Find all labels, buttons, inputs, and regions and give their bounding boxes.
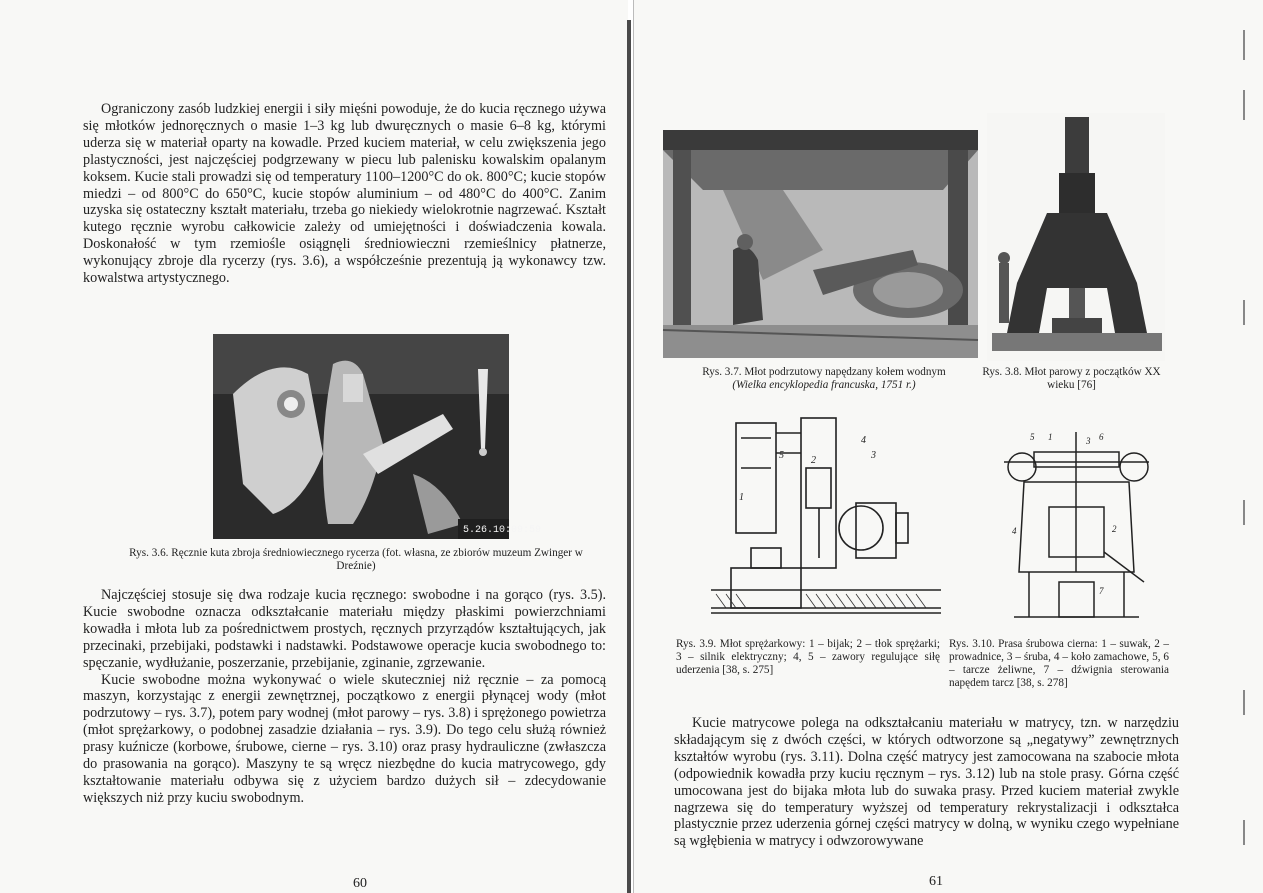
left-paragraph-2: Najczęściej stosuje się dwa rodzaje kucia ręcznego: swobodne i na gorąco (rys. 3.5). Kucie swobodne oznacza odkształcanie materiału między płaskimi powierzchniami kowadła i młota lub za pośrednictwem prostych, ręcznych przyrządów kształtujących, jak przecinaki, przebijaki, podstawki i nadstawki. Podstawowe operacje kucia swobodnego to: spęczanie, wydłużanie, poszerzanie, przebijanie, zginanie, zgrzewanie. <box>83 587 606 671</box>
fig39-label-2: 2 <box>811 455 816 466</box>
right-page-number: 61 <box>929 874 943 889</box>
fig39-caption: Rys. 3.9. Młot sprężarkowy: 1 – bijak; 2 – tłok sprężarki; 3 – silnik elektryczny; 4, 5 – zawory regulujące siłę uderzenia [38, s. 275] <box>676 638 940 676</box>
air-hammer-schematic <box>711 408 941 630</box>
fig37-caption-line1: Rys. 3.7. Młot podrzutowy napędzany kołem wodnym <box>702 366 946 378</box>
left-paragraph-3: Kucie swobodne można wykonywać o wiele skuteczniej niż ręcznie – za pomocą maszyn, korzystając z energii zewnętrznej, początkowo z energii płynącej wody (młot podrzutowy – rys. 3.7), potem pary wodnej (młot parowy – rys. 3.8) i sprężonego powietrza (młot sprężarkowy, o podobnej zasadzie działania – rys. 3.9). Do tego celu służą również prasy kuźnicze (korbowe, śrubowe, cierne – rys. 3.10) oraz prasy hydrauliczne (zwłaszcza do prasowania na gorąco). Maszyny te są wręcz niezbędne do kucia matrycowego, gdy kształtowanie materiału odbywa się z użyciem bardzo dużych sił – zdecydowanie większych niż przy kuciu swobodnym. <box>83 671 606 806</box>
page-edge-mark <box>1243 30 1245 60</box>
screw-press-schematic <box>994 422 1159 627</box>
right-paragraph-1-block <box>674 715 1179 850</box>
right-page <box>634 0 1263 893</box>
air-hammer-diagram <box>711 408 941 630</box>
page-edge-mark <box>1243 820 1245 845</box>
fig310-label-1: 1 <box>1048 432 1053 442</box>
fig37-caption <box>674 366 974 392</box>
fig310-label-7: 7 <box>1099 586 1104 596</box>
fig39-label-3: 3 <box>871 450 876 461</box>
photo-timestamp: 5.26.10:09:59 <box>463 525 542 536</box>
fig310-label-5: 5 <box>1030 432 1035 442</box>
water-hammer-engraving <box>663 130 978 358</box>
fig39-label-4: 4 <box>861 435 866 446</box>
fig310-label-2: 2 <box>1112 524 1117 534</box>
left-paragraph-2-block <box>83 587 606 807</box>
fig39-label-1: 1 <box>739 492 744 503</box>
fig38-caption: Rys. 3.8. Młot parowy z początków XX wieku [76] <box>982 366 1161 391</box>
page-edge-mark <box>1243 500 1245 525</box>
page-edge-mark <box>1243 690 1245 715</box>
knight-armor-illustration <box>213 334 542 539</box>
left-paragraph-1-block <box>83 101 606 287</box>
water-hammer-illustration <box>663 130 978 358</box>
page-edge-mark <box>1243 90 1245 120</box>
fig39-label-5: 5 <box>779 450 784 461</box>
left-page-number: 60 <box>353 876 367 891</box>
fig310-caption: Rys. 3.10. Prasa śrubowa cierna: 1 – suwak, 2 – prowadnice, 3 – śruba, 4 – koło zamachowe, 5, 6 – tarcze żeliwne, 7 – dźwignia sterowania napędem tarcz [38, s. 278] <box>949 638 1169 689</box>
page-edge-mark <box>1243 300 1245 325</box>
fig310-label-3: 3 <box>1086 436 1091 446</box>
fig310-label-4: 4 <box>1012 526 1017 536</box>
steam-hammer-engraving <box>987 113 1165 361</box>
steam-hammer-illustration <box>987 113 1165 361</box>
armor-photo <box>213 334 542 539</box>
left-paragraph-1: Ograniczony zasób ludzkiej energii i siły mięśni powoduje, że do kucia ręcznego używa się młotków jednoręcznych o masie 1–3 kg lub dwuręcznych o masie 6–8 kg, którymi uderza się w materiał oparty na kowadle. Przed kuciem materiał, w celu zwiększenia jego plastyczności, jest najczęściej podgrzewany w piecu lub palenisku kowalskim opalanym koksem. Kucie stali prowadzi się od temperatury 1100–1200°C do ok. 800°C; kucie stopów miedzi – od 800°C do 650°C, kucie stopów aluminium – od 480°C do 400°C. Zanim uzyska się ostateczny kształt materiału, trzeba go niekiedy wielokrotnie nagrzewać. Kształt kutego ręcznie wyrobu całkowicie zależy od umiejętności i doświadczenia kowala. Doskonałość w tym rzemiośle osiągnęli średniowieczni rzemieślnicy płatnerze, wykonujący zbroje dla rycerzy (rys. 3.6), a współcześnie prezentują ją wykonawcy tzw. kowalstwa artystycznego. <box>83 101 606 287</box>
screw-press-diagram <box>994 422 1159 627</box>
fig36-caption: Rys. 3.6. Ręcznie kuta zbroja średniowiecznego rycerza (fot. własna, ze zbiorów muzeum Zwinger w Dreźnie) <box>129 547 583 572</box>
right-paragraph-1: Kucie matrycowe polega na odkształcaniu materiału w matrycy, tzn. w narzędziu składającym się z dwóch części, w których odtworzone są „negatywy” zewnętrznych kształtów wyrobu (rys. 3.11). Dolna część matrycy jest zamocowana na szabocie młota (odpowiednik kowadła przy kuciu ręcznym – rys. 3.12) lub na stole prasy. Górna część umocowana jest do bijaka młota lub do suwaka prasy. Przed kuciem materiał zwykle nagrzewa się do temperatury wyższej od temperatury rekrystalizacji i odkształca plastycznie przez uderzenia górnej części matrycy w dolną, w wyniku czego wypełniane są wgłębienia w matrycy i odwzorowywane <box>674 715 1179 850</box>
fig37-caption-line2: (Wielka encyklopedia francuska, 1751 r.) <box>732 379 916 391</box>
fig310-label-6: 6 <box>1099 432 1104 442</box>
left-page <box>0 0 628 893</box>
book-gutter <box>627 20 631 893</box>
